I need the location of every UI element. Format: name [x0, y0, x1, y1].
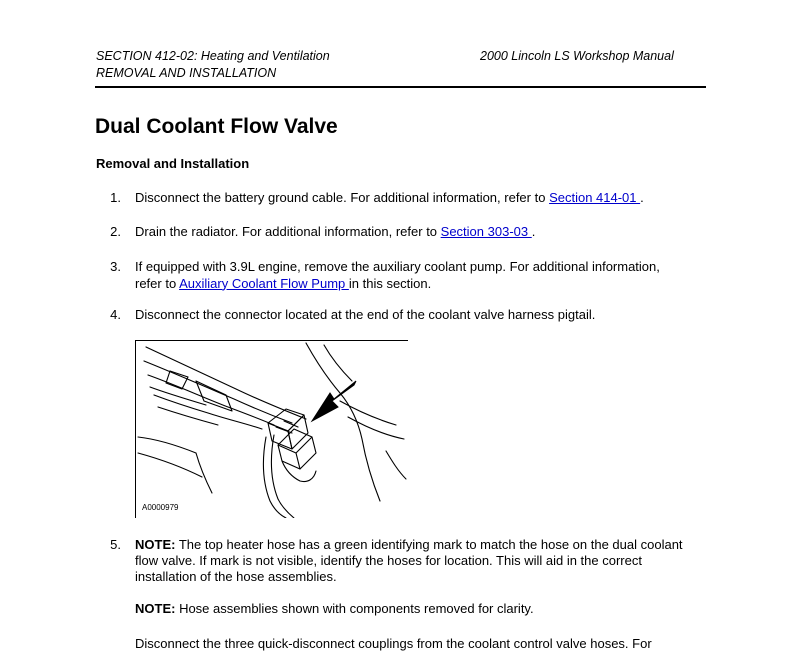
figure-id: A0000979 [142, 503, 179, 512]
note-label: NOTE: [135, 537, 176, 552]
step-text [135, 224, 535, 241]
step-text-before: Drain the radiator. For additional information, refer to [135, 224, 441, 239]
connector-illustration [135, 340, 408, 518]
step-number: 4. [110, 307, 121, 322]
step-text-before: Disconnect the battery ground cable. For additional information, refer to [135, 190, 550, 205]
section-414-01-link[interactable]: Section 414-01 [549, 190, 641, 205]
step-number: 5. [110, 537, 121, 552]
header-manual-title: 2000 Lincoln LS Workshop Manual [480, 49, 674, 63]
step-text-before: refer to [135, 275, 180, 291]
page-title: Dual Coolant Flow Valve [95, 115, 338, 138]
header-section: SECTION 412-02: Heating and Ventilation [96, 49, 330, 63]
note-1-line2: flow valve. If mark is not visible, identify the hoses for location. This will aid in the correct [135, 553, 642, 568]
note-1-line3: installation of the hose assemblies. [135, 569, 337, 584]
step-text-after: . [640, 190, 644, 205]
step-text: Disconnect the connector located at the end of the coolant valve harness pigtail. [135, 307, 596, 322]
step-text [135, 190, 644, 207]
step-text-after: . [531, 224, 536, 239]
step-text-after: in this section. [348, 275, 432, 291]
step-number: 2. [110, 224, 121, 239]
note-1-text: The top heater hose has a green identifying mark to match the hose on the dual coolant [175, 537, 683, 552]
step-number: 3. [110, 259, 121, 274]
step-text-line2 [135, 276, 431, 293]
section-subtitle: Removal and Installation [96, 156, 250, 171]
auxiliary-coolant-flow-pump-link[interactable]: Auxiliary Coolant Flow Pump [179, 275, 349, 291]
section-303-03-link[interactable]: Section 303-03 [440, 224, 532, 239]
note-2 [135, 601, 534, 618]
step-text-line1: If equipped with 3.9L engine, remove the auxiliary coolant pump. For additional information, [135, 259, 660, 274]
header-divider [95, 86, 706, 88]
note-label: NOTE: [135, 601, 176, 616]
step-number: 1. [110, 190, 121, 205]
header-subsection: REMOVAL AND INSTALLATION [96, 66, 277, 80]
connector-illustration-icon [136, 341, 408, 518]
step-text: Disconnect the three quick-disconnect couplings from the coolant control valve hoses. For [135, 636, 652, 651]
note-2-text: Hose assemblies shown with components removed for clarity. [175, 601, 534, 616]
note-1-line1 [135, 537, 683, 554]
